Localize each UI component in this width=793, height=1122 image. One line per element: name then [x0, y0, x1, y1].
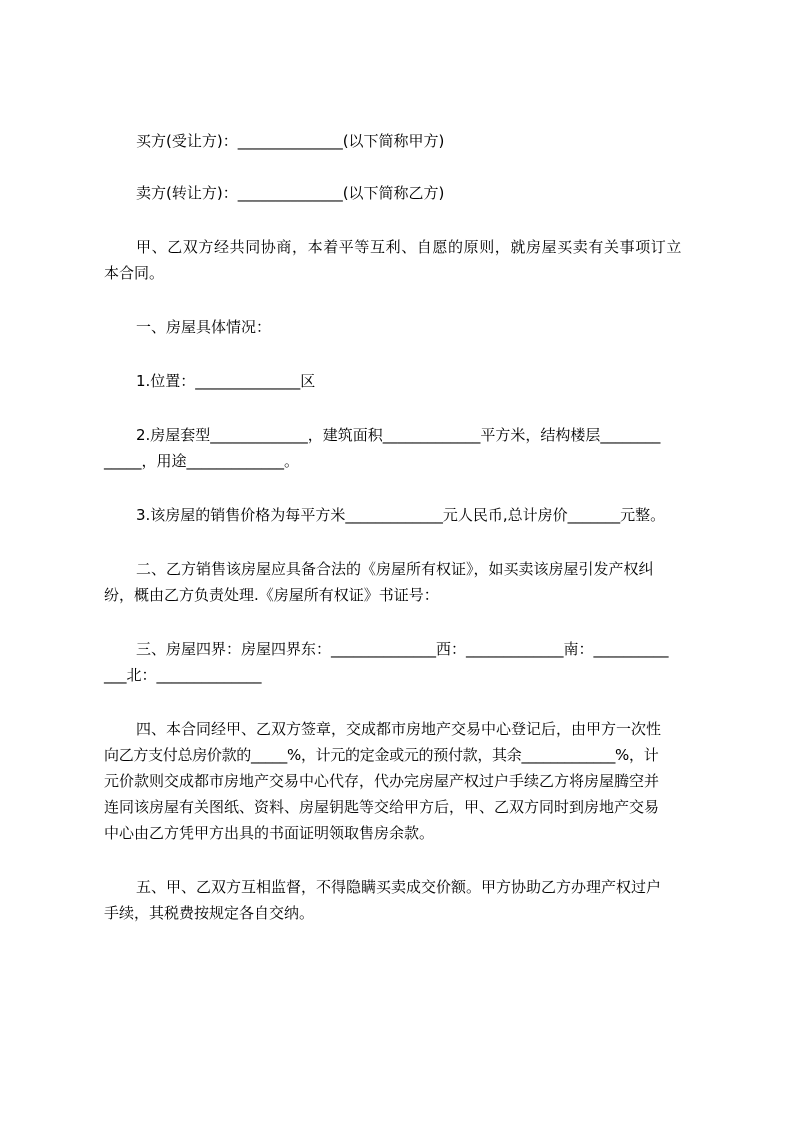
section-2-text-2: 纷，概由乙方负责处理.《房屋所有权证》书证号：: [104, 586, 439, 604]
section-2-text-1: 二、乙方销售该房屋应具备合法的《房屋所有权证》，如买卖该房屋引发产权纠: [136, 560, 654, 578]
section-4-text-5: 中心由乙方凭甲方出具的书面证明领取售房余款。: [104, 824, 435, 842]
section-3-text-1: 三、房屋四界：房屋四界东：______________西：_____________南：__________: [136, 640, 669, 658]
item-2-text-2: _____，用途_____________。: [104, 452, 300, 470]
item-3-price: 3.该房屋的销售价格为每平方米_____________元人民币,总计房价_______元整。: [136, 506, 666, 524]
section-5-text-1: 五、甲、乙双方互相监督，不得隐瞒买卖成交价额。甲方协助乙方办理产权过户: [136, 878, 662, 896]
seller-text: 卖方(转让方)：______________(以下简称乙方): [136, 184, 445, 202]
section-4-text-1: 四、本合同经甲、乙双方签章，交成都市房地产交易中心登记后，由甲方一次性: [136, 720, 662, 738]
section-4-text-4: 连同该房屋有关图纸、资料、房屋钥匙等交给甲方后，甲、乙双方同时到房地产交易: [104, 798, 660, 816]
item-2-text-1: 2.房屋套型_____________，建筑面积_____________平方米，结构楼层________: [136, 426, 661, 444]
preamble-text-1: 甲、乙双方经共同协商，本着平等互利、自愿的原则，就房屋买卖有关事项订立: [136, 238, 683, 256]
section-5-text-2: 手续，其税费按规定各自交纳。: [104, 904, 315, 922]
section-1-title: 一、房屋具体情况：: [136, 318, 272, 336]
section-4-text-3: 元价款则交成都市房地产交易中心代存，代办完房屋产权过户手续乙方将房屋腾空并: [104, 772, 660, 790]
section-3-text-2: ___北：______________: [104, 666, 262, 684]
section-4-text-2: 向乙方支付总房价款的_____%，计元的定金或元的预付款，其余_____________%，计: [104, 746, 659, 764]
item-1-location: 1.位置：______________区: [136, 372, 316, 390]
buyer-text: 买方(受让方)：______________(以下简称甲方): [136, 132, 445, 150]
preamble-text-2: 本合同。: [104, 264, 165, 282]
